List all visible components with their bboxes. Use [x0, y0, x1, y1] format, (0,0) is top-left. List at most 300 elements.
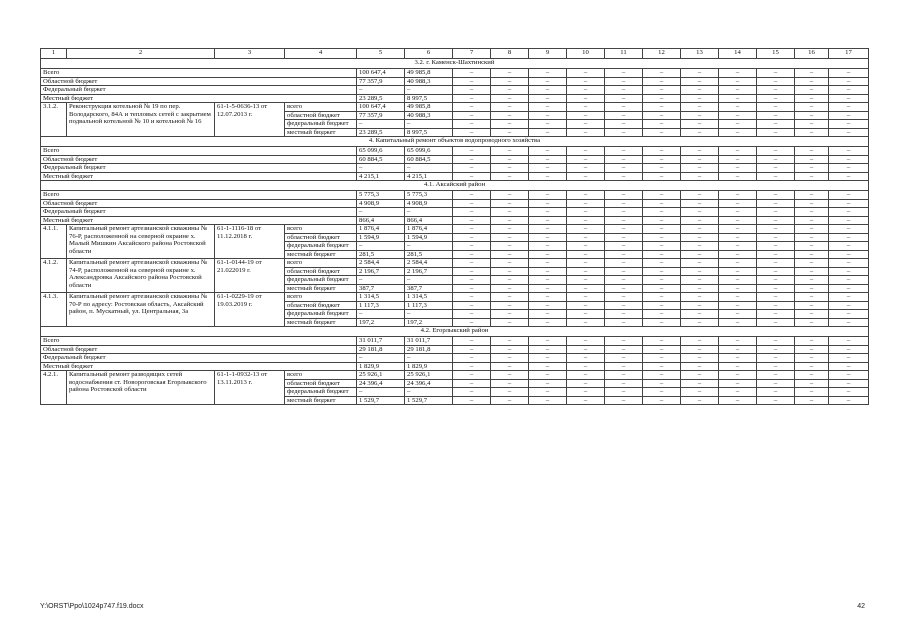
empty-value-cell: – — [719, 128, 757, 137]
value-col5: 65 099,6 — [357, 147, 405, 156]
empty-value-cell: – — [453, 362, 491, 371]
empty-value-cell: – — [829, 250, 869, 259]
empty-value-cell: – — [757, 128, 795, 137]
empty-value-cell: – — [529, 318, 567, 327]
value-col5: 77 357,9 — [357, 111, 405, 120]
empty-value-cell: – — [453, 164, 491, 173]
empty-value-cell: – — [757, 284, 795, 293]
value-col6: 65 099,6 — [405, 147, 453, 156]
empty-value-cell: – — [567, 267, 605, 276]
empty-value-cell: – — [567, 371, 605, 380]
empty-value-cell: – — [719, 345, 757, 354]
empty-value-cell: – — [491, 208, 529, 217]
empty-value-cell: – — [795, 362, 829, 371]
summary-row — [41, 69, 869, 78]
empty-value-cell: – — [567, 191, 605, 200]
value-col6: 387,7 — [405, 284, 453, 293]
empty-value-cell: – — [453, 379, 491, 388]
empty-value-cell: – — [491, 128, 529, 137]
column-header: 17 — [829, 49, 869, 59]
value-col6: 24 396,4 — [405, 379, 453, 388]
empty-value-cell: – — [719, 172, 757, 181]
empty-value-cell: – — [795, 216, 829, 225]
item-document: 61-1-1-0932-13 от 13.11.2013 г. — [215, 371, 285, 405]
empty-value-cell: – — [829, 199, 869, 208]
empty-value-cell: – — [643, 301, 681, 310]
empty-value-cell: – — [795, 164, 829, 173]
empty-value-cell: – — [829, 216, 869, 225]
empty-value-cell: – — [453, 388, 491, 397]
empty-value-cell: – — [643, 337, 681, 346]
empty-value-cell: – — [605, 172, 643, 181]
empty-value-cell: – — [681, 191, 719, 200]
empty-value-cell: – — [529, 191, 567, 200]
empty-value-cell: – — [757, 191, 795, 200]
empty-value-cell: – — [643, 379, 681, 388]
empty-value-cell: – — [491, 77, 529, 86]
budget-table — [40, 48, 869, 405]
value-col5: 2 584,4 — [357, 259, 405, 268]
empty-value-cell: – — [829, 86, 869, 95]
empty-value-cell: – — [757, 354, 795, 363]
empty-value-cell: – — [643, 371, 681, 380]
empty-value-cell: – — [491, 155, 529, 164]
value-col5: 2 196,7 — [357, 267, 405, 276]
empty-value-cell: – — [757, 276, 795, 285]
empty-value-cell: – — [757, 155, 795, 164]
empty-value-cell: – — [529, 86, 567, 95]
column-header: 5 — [357, 49, 405, 59]
empty-value-cell: – — [795, 208, 829, 217]
empty-value-cell: – — [829, 259, 869, 268]
value-col6: – — [405, 164, 453, 173]
empty-value-cell: – — [757, 379, 795, 388]
value-col6: 2 584,4 — [405, 259, 453, 268]
item-document: 61-1-0144-19 от 21.022019 г. — [215, 259, 285, 293]
empty-value-cell: – — [719, 259, 757, 268]
value-col5: 1 876,4 — [357, 225, 405, 234]
empty-value-cell: – — [795, 301, 829, 310]
empty-value-cell: – — [453, 225, 491, 234]
empty-value-cell: – — [795, 379, 829, 388]
empty-value-cell: – — [491, 267, 529, 276]
empty-value-cell: – — [795, 111, 829, 120]
empty-value-cell: – — [795, 267, 829, 276]
empty-value-cell: – — [757, 77, 795, 86]
column-header: 12 — [643, 49, 681, 59]
empty-value-cell: – — [567, 155, 605, 164]
empty-value-cell: – — [829, 103, 869, 112]
empty-value-cell: – — [453, 242, 491, 251]
empty-value-cell: – — [491, 233, 529, 242]
value-col5: 5 775,3 — [357, 191, 405, 200]
empty-value-cell: – — [567, 293, 605, 302]
item-name: Капитальный ремонт артезианской скважины № 74-Р, расположенной на северной окраине х. Александровка Аксайского района Ростовской области — [67, 259, 215, 293]
empty-value-cell: – — [529, 284, 567, 293]
empty-value-cell: – — [529, 103, 567, 112]
empty-value-cell: – — [757, 172, 795, 181]
empty-value-cell: – — [643, 128, 681, 137]
empty-value-cell: – — [453, 69, 491, 78]
value-col5: 1 314,5 — [357, 293, 405, 302]
empty-value-cell: – — [829, 94, 869, 103]
empty-value-cell: – — [757, 216, 795, 225]
empty-value-cell: – — [795, 242, 829, 251]
empty-value-cell: – — [795, 199, 829, 208]
empty-value-cell: – — [681, 69, 719, 78]
empty-value-cell: – — [605, 379, 643, 388]
empty-value-cell: – — [529, 379, 567, 388]
empty-value-cell: – — [567, 396, 605, 405]
empty-value-cell: – — [567, 147, 605, 156]
empty-value-cell: – — [605, 147, 643, 156]
empty-value-cell: – — [757, 345, 795, 354]
empty-value-cell: – — [605, 94, 643, 103]
empty-value-cell: – — [681, 94, 719, 103]
empty-value-cell: – — [453, 111, 491, 120]
funding-source: областной бюджет — [285, 233, 357, 242]
empty-value-cell: – — [491, 284, 529, 293]
empty-value-cell: – — [491, 242, 529, 251]
empty-value-cell: – — [567, 284, 605, 293]
summary-label: Всего — [41, 69, 357, 78]
empty-value-cell: – — [719, 310, 757, 319]
summary-label: Всего — [41, 191, 357, 200]
empty-value-cell: – — [529, 94, 567, 103]
value-col6: – — [405, 86, 453, 95]
empty-value-cell: – — [567, 111, 605, 120]
empty-value-cell: – — [681, 77, 719, 86]
empty-value-cell: – — [719, 199, 757, 208]
empty-value-cell: – — [643, 199, 681, 208]
empty-value-cell: – — [681, 164, 719, 173]
empty-value-cell: – — [529, 199, 567, 208]
empty-value-cell: – — [681, 242, 719, 251]
summary-label: Областной бюджет — [41, 155, 357, 164]
empty-value-cell: – — [453, 318, 491, 327]
empty-value-cell: – — [453, 345, 491, 354]
empty-value-cell: – — [757, 293, 795, 302]
value-col6: 49 985,8 — [405, 69, 453, 78]
empty-value-cell: – — [719, 250, 757, 259]
funding-source: всего — [285, 103, 357, 112]
empty-value-cell: – — [681, 199, 719, 208]
empty-value-cell: – — [681, 354, 719, 363]
empty-value-cell: – — [567, 379, 605, 388]
item-row — [41, 103, 869, 112]
empty-value-cell: – — [453, 284, 491, 293]
value-col6: – — [405, 310, 453, 319]
empty-value-cell: – — [795, 284, 829, 293]
empty-value-cell: – — [567, 77, 605, 86]
value-col6: – — [405, 208, 453, 217]
column-header: 3 — [215, 49, 285, 59]
section-title-row — [41, 327, 869, 337]
empty-value-cell: – — [757, 362, 795, 371]
empty-value-cell: – — [795, 86, 829, 95]
empty-value-cell: – — [567, 259, 605, 268]
empty-value-cell: – — [681, 128, 719, 137]
empty-value-cell: – — [605, 362, 643, 371]
summary-label: Федеральный бюджет — [41, 208, 357, 217]
value-col5: 1 529,7 — [357, 396, 405, 405]
value-col6: 4 908,9 — [405, 199, 453, 208]
summary-row — [41, 147, 869, 156]
empty-value-cell: – — [529, 225, 567, 234]
empty-value-cell: – — [829, 284, 869, 293]
empty-value-cell: – — [795, 69, 829, 78]
empty-value-cell: – — [529, 128, 567, 137]
empty-value-cell: – — [757, 267, 795, 276]
value-col6: 25 926,1 — [405, 371, 453, 380]
value-col5: – — [357, 354, 405, 363]
empty-value-cell: – — [453, 191, 491, 200]
summary-row — [41, 164, 869, 173]
empty-value-cell: – — [605, 396, 643, 405]
empty-value-cell: – — [795, 354, 829, 363]
empty-value-cell: – — [795, 233, 829, 242]
summary-label: Областной бюджет — [41, 199, 357, 208]
empty-value-cell: – — [491, 345, 529, 354]
empty-value-cell: – — [567, 69, 605, 78]
empty-value-cell: – — [643, 362, 681, 371]
empty-value-cell: – — [643, 354, 681, 363]
empty-value-cell: – — [829, 396, 869, 405]
empty-value-cell: – — [453, 77, 491, 86]
value-col6: 60 884,5 — [405, 155, 453, 164]
funding-source: федеральный бюджет — [285, 310, 357, 319]
empty-value-cell: – — [453, 94, 491, 103]
empty-value-cell: – — [795, 225, 829, 234]
empty-value-cell: – — [643, 111, 681, 120]
item-name: Капитальный ремонт артезианской скважины № 76-Р, расположенной на северной окраине х. Малый Мишкин Аксайского района Ростовской области — [67, 225, 215, 259]
empty-value-cell: – — [795, 120, 829, 129]
empty-value-cell: – — [829, 371, 869, 380]
empty-value-cell: – — [757, 259, 795, 268]
empty-value-cell: – — [757, 103, 795, 112]
value-col6: 40 988,3 — [405, 77, 453, 86]
value-col6: 1 117,3 — [405, 301, 453, 310]
funding-source: всего — [285, 259, 357, 268]
empty-value-cell: – — [757, 147, 795, 156]
summary-row — [41, 172, 869, 181]
column-header: 7 — [453, 49, 491, 59]
summary-row — [41, 345, 869, 354]
empty-value-cell: – — [795, 191, 829, 200]
empty-value-cell: – — [681, 155, 719, 164]
funding-source: всего — [285, 225, 357, 234]
empty-value-cell: – — [529, 120, 567, 129]
empty-value-cell: – — [757, 301, 795, 310]
empty-value-cell: – — [829, 318, 869, 327]
empty-value-cell: – — [529, 267, 567, 276]
empty-value-cell: – — [453, 216, 491, 225]
header-row — [41, 49, 869, 59]
empty-value-cell: – — [681, 379, 719, 388]
empty-value-cell: – — [605, 216, 643, 225]
value-col5: – — [357, 276, 405, 285]
empty-value-cell: – — [643, 208, 681, 217]
empty-value-cell: – — [795, 310, 829, 319]
empty-value-cell: – — [491, 103, 529, 112]
value-col6: 1 529,7 — [405, 396, 453, 405]
empty-value-cell: – — [529, 242, 567, 251]
funding-source: областной бюджет — [285, 111, 357, 120]
empty-value-cell: – — [681, 310, 719, 319]
empty-value-cell: – — [453, 276, 491, 285]
empty-value-cell: – — [491, 86, 529, 95]
empty-value-cell: – — [491, 199, 529, 208]
empty-value-cell: – — [453, 267, 491, 276]
value-col6: 29 181,8 — [405, 345, 453, 354]
empty-value-cell: – — [757, 318, 795, 327]
empty-value-cell: – — [643, 259, 681, 268]
value-col5: 25 926,1 — [357, 371, 405, 380]
empty-value-cell: – — [719, 216, 757, 225]
empty-value-cell: – — [719, 147, 757, 156]
section-title-row — [41, 181, 869, 191]
section-title: 4.2. Егорлыкский район — [41, 327, 869, 337]
empty-value-cell: – — [605, 242, 643, 251]
empty-value-cell: – — [643, 120, 681, 129]
empty-value-cell: – — [829, 276, 869, 285]
value-col5: – — [357, 310, 405, 319]
empty-value-cell: – — [567, 120, 605, 129]
column-header: 1 — [41, 49, 67, 59]
empty-value-cell: – — [757, 94, 795, 103]
empty-value-cell: – — [529, 310, 567, 319]
empty-value-cell: – — [643, 69, 681, 78]
summary-row — [41, 216, 869, 225]
value-col5: 4 908,9 — [357, 199, 405, 208]
empty-value-cell: – — [643, 345, 681, 354]
empty-value-cell: – — [491, 276, 529, 285]
empty-value-cell: – — [605, 371, 643, 380]
empty-value-cell: – — [643, 250, 681, 259]
empty-value-cell: – — [719, 164, 757, 173]
empty-value-cell: – — [605, 155, 643, 164]
value-col5: 4 215,1 — [357, 172, 405, 181]
empty-value-cell: – — [491, 293, 529, 302]
empty-value-cell: – — [719, 242, 757, 251]
empty-value-cell: – — [491, 225, 529, 234]
empty-value-cell: – — [719, 155, 757, 164]
empty-value-cell: – — [529, 276, 567, 285]
empty-value-cell: – — [643, 242, 681, 251]
empty-value-cell: – — [829, 128, 869, 137]
empty-value-cell: – — [491, 216, 529, 225]
value-col6: 40 988,3 — [405, 111, 453, 120]
empty-value-cell: – — [567, 216, 605, 225]
empty-value-cell: – — [795, 337, 829, 346]
column-header: 13 — [681, 49, 719, 59]
empty-value-cell: – — [757, 69, 795, 78]
empty-value-cell: – — [643, 310, 681, 319]
empty-value-cell: – — [719, 337, 757, 346]
empty-value-cell: – — [605, 354, 643, 363]
column-header: 11 — [605, 49, 643, 59]
empty-value-cell: – — [643, 94, 681, 103]
empty-value-cell: – — [453, 301, 491, 310]
empty-value-cell: – — [529, 233, 567, 242]
empty-value-cell: – — [757, 208, 795, 217]
empty-value-cell: – — [529, 208, 567, 217]
empty-value-cell: – — [719, 77, 757, 86]
empty-value-cell: – — [643, 233, 681, 242]
value-col5: 77 357,9 — [357, 77, 405, 86]
empty-value-cell: – — [643, 164, 681, 173]
empty-value-cell: – — [491, 388, 529, 397]
column-header: 14 — [719, 49, 757, 59]
empty-value-cell: – — [605, 225, 643, 234]
empty-value-cell: – — [605, 267, 643, 276]
empty-value-cell: – — [757, 310, 795, 319]
empty-value-cell: – — [643, 103, 681, 112]
empty-value-cell: – — [757, 337, 795, 346]
empty-value-cell: – — [829, 69, 869, 78]
empty-value-cell: – — [829, 155, 869, 164]
empty-value-cell: – — [681, 259, 719, 268]
item-number: 4.2.1. — [41, 371, 67, 405]
summary-label: Местный бюджет — [41, 172, 357, 181]
empty-value-cell: – — [719, 354, 757, 363]
empty-value-cell: – — [829, 77, 869, 86]
value-col6: 1 876,4 — [405, 225, 453, 234]
empty-value-cell: – — [491, 164, 529, 173]
section-title: 4. Капитальный ремонт объектов водопроводного хозяйства — [41, 137, 869, 147]
funding-source: федеральный бюджет — [285, 388, 357, 397]
empty-value-cell: – — [643, 284, 681, 293]
empty-value-cell: – — [453, 310, 491, 319]
empty-value-cell: – — [829, 267, 869, 276]
empty-value-cell: – — [453, 396, 491, 405]
empty-value-cell: – — [491, 250, 529, 259]
value-col5: 281,5 — [357, 250, 405, 259]
empty-value-cell: – — [643, 388, 681, 397]
value-col5: – — [357, 208, 405, 217]
column-header: 8 — [491, 49, 529, 59]
empty-value-cell: – — [795, 276, 829, 285]
empty-value-cell: – — [491, 301, 529, 310]
value-col6: 8 997,5 — [405, 94, 453, 103]
empty-value-cell: – — [681, 172, 719, 181]
empty-value-cell: – — [453, 86, 491, 95]
empty-value-cell: – — [719, 388, 757, 397]
empty-value-cell: – — [529, 293, 567, 302]
empty-value-cell: – — [491, 362, 529, 371]
empty-value-cell: – — [643, 191, 681, 200]
empty-value-cell: – — [643, 267, 681, 276]
summary-label: Федеральный бюджет — [41, 86, 357, 95]
empty-value-cell: – — [681, 345, 719, 354]
empty-value-cell: – — [719, 103, 757, 112]
item-number: 4.1.3. — [41, 293, 67, 327]
empty-value-cell: – — [453, 233, 491, 242]
empty-value-cell: – — [829, 293, 869, 302]
empty-value-cell: – — [605, 77, 643, 86]
funding-source: областной бюджет — [285, 267, 357, 276]
summary-row — [41, 208, 869, 217]
empty-value-cell: – — [643, 225, 681, 234]
empty-value-cell: – — [795, 371, 829, 380]
item-name: Капитальный ремонт артезианской скважины № 70-Р по адресу: Ростовская область, Аксайский район, п. Мускатный, ул. Центральная, 3а — [67, 293, 215, 327]
empty-value-cell: – — [795, 155, 829, 164]
item-name: Реконструкция котельной № 19 по пер. Володарского, 84А и тепловых сетей с закрытием подвальной котельной № 10 и котельной № 16 — [67, 103, 215, 137]
empty-value-cell: – — [829, 147, 869, 156]
value-col5: 60 884,5 — [357, 155, 405, 164]
empty-value-cell: – — [529, 345, 567, 354]
item-row — [41, 259, 869, 268]
